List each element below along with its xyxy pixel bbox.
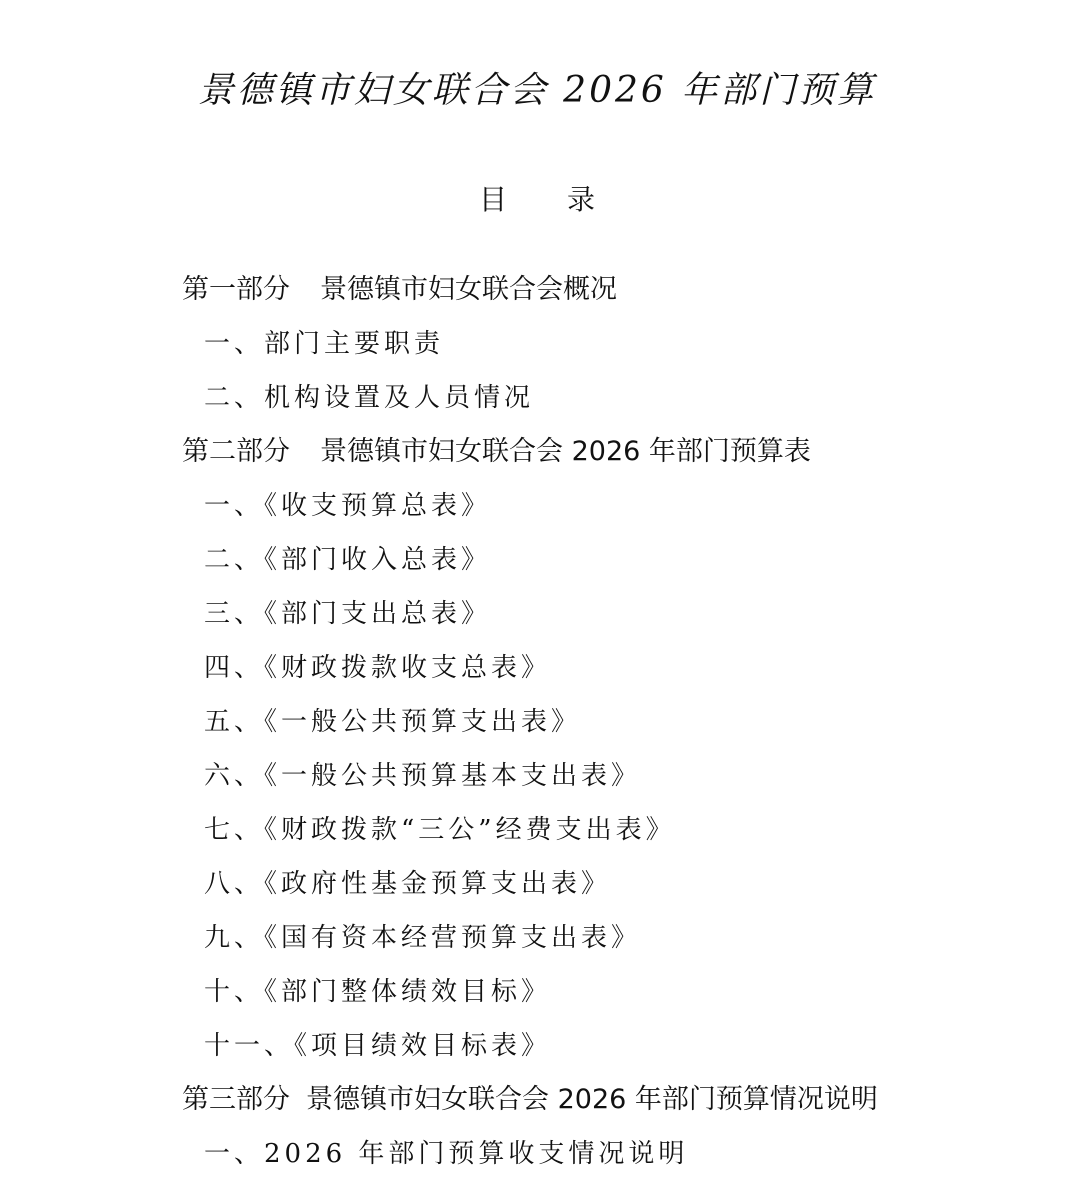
toc-heading-char-1: 目 bbox=[478, 183, 507, 216]
toc-item: 一、《收支预算总表》 bbox=[204, 491, 492, 521]
toc-item: 一、2026 年部门预算收支情况说明 bbox=[204, 1139, 689, 1169]
toc-item: 十一、《项目绩效目标表》 bbox=[204, 1031, 552, 1061]
toc-item: 二、机构设置及人员情况 bbox=[204, 383, 535, 413]
toc-item: 四、《财政拨款收支总表》 bbox=[204, 653, 552, 683]
toc-item: 五、《一般公共预算支出表》 bbox=[204, 707, 582, 737]
document-title: 景德镇市妇女联合会 2026 年部门预算 bbox=[197, 70, 877, 111]
toc-part-3-text: 景德镇市妇女联合会 2026 年部门预算情况说明 bbox=[306, 1084, 878, 1115]
toc-part-2-text: 景德镇市妇女联合会 2026 年部门预算表 bbox=[320, 436, 811, 467]
toc-part-1-label: 第一部分 bbox=[182, 274, 290, 305]
toc-item: 十、《部门整体绩效目标》 bbox=[204, 977, 552, 1007]
toc-heading-char-2: 录 bbox=[567, 183, 596, 216]
toc-item: 二、《部门收入总表》 bbox=[204, 545, 492, 575]
toc-item: 七、《财政拨款“三公”经费支出表》 bbox=[204, 815, 676, 845]
toc-part-2-label: 第二部分 bbox=[182, 436, 290, 467]
toc-item: 三、《部门支出总表》 bbox=[204, 599, 492, 629]
toc-item: 八、《政府性基金预算支出表》 bbox=[204, 869, 612, 899]
toc-item: 一、部门主要职责 bbox=[204, 329, 445, 359]
toc-item: 六、《一般公共预算基本支出表》 bbox=[204, 761, 642, 791]
toc-part-2 bbox=[182, 432, 811, 472]
toc-part-3 bbox=[182, 1080, 878, 1120]
toc-part-1 bbox=[182, 270, 617, 310]
toc-item: 九、《国有资本经营预算支出表》 bbox=[204, 923, 642, 953]
toc-heading bbox=[0, 180, 1074, 220]
toc-part-3-label: 第三部分 bbox=[182, 1084, 290, 1115]
toc-part-1-text: 景德镇市妇女联合会概况 bbox=[320, 274, 617, 305]
